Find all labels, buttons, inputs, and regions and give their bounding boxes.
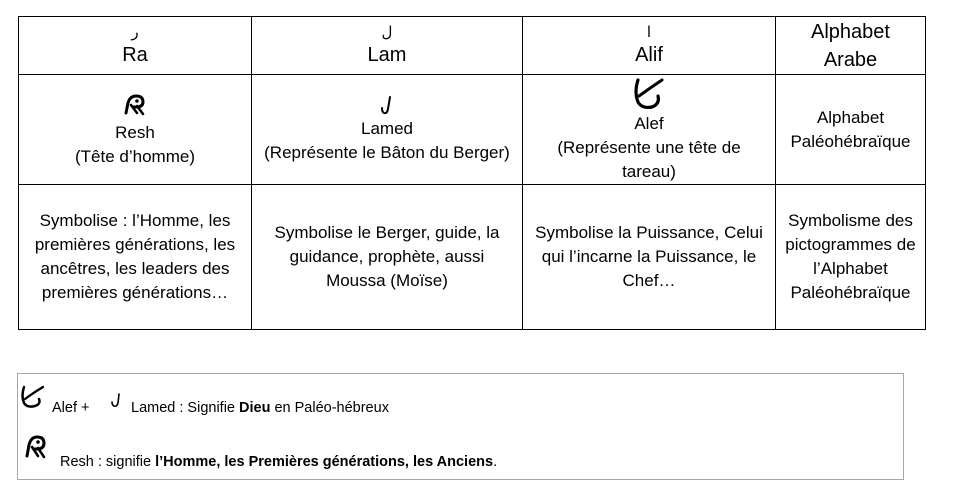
latin-ra: Ra [122,43,148,66]
cell-arabic-label [776,17,926,75]
arabic-lam: ل [381,22,393,41]
alef-symbolism: Symbolise la Puissance, Celui qui l’incarne la Puissance, le Chef… [535,223,763,290]
resh-meaning: (Tête d’homme) [75,146,195,166]
cell-symbolism-label [776,185,926,330]
pictogram-row [19,75,926,185]
lamed-small-icon [111,392,123,410]
note-resh-prefix: Resh : signifie [60,454,152,470]
cell-alef-symbolism [523,185,776,330]
resh-symbolism: Symbolise : l’Homme, les premières générations, les ancêtres, les leaders des premières générations… [34,211,236,302]
latin-lam: Lam [367,43,407,66]
alef-pictogram-icon [632,76,666,112]
note-line-homme [18,430,903,474]
note-line1-rest: en Paléo-hébreux [274,400,389,416]
cell-lam [252,17,523,75]
arabic-label-line1: Alphabet [811,20,890,43]
note-dieu: Dieu [239,400,271,416]
alef-meaning: (Représente une tête de tareau) [557,137,741,181]
resh-name: Resh [115,122,155,142]
cell-lamed [252,75,523,185]
alef-name: Alef [634,113,664,133]
lamed-symbolism: Symbolise le Berger, guide, la guidance, prophète, aussi Moussa (Moïse) [274,223,500,290]
alphabet-comparison-table [18,16,926,330]
lamed-name: Lamed [361,118,413,138]
arabic-label-line2: Arabe [823,48,878,71]
paleo-label: Alphabet Paléohébraïque [790,107,911,151]
note-box [17,373,904,480]
note-lamed-prefix: Lamed : Signifie [131,400,235,416]
resh-pictogram-icon [122,91,148,121]
arabic-alif: ا [646,22,652,41]
cell-resh [19,75,252,185]
note-resh-text [60,454,497,470]
lamed-meaning: (Représente le Bâton du Berger) [264,142,510,162]
note-lamed-text [131,400,389,416]
note-line-dieu [18,382,903,420]
cell-alif [523,17,776,75]
cell-alef [523,75,776,185]
arabic-ra: ر [131,22,139,41]
note-line2-end: . [493,454,498,470]
cell-lamed-symbolism [252,185,523,330]
alef-small-icon [20,384,46,410]
note-alef-plus: Alef + [52,400,90,416]
cell-paleo-label [776,75,926,185]
lamed-pictogram-icon [380,95,394,117]
resh-small-icon [23,432,49,464]
latin-alif: Alif [635,43,663,66]
cell-ra [19,17,252,75]
cell-resh-symbolism [19,185,252,330]
symbolism-label: Symbolisme des pictogrammes de l’Alphabet Paléohébraïque [785,211,916,302]
arabic-letters-row [19,17,926,75]
note-homme: l’Homme, les Premières générations, les Anciens [155,454,494,470]
symbolism-row [19,185,926,330]
